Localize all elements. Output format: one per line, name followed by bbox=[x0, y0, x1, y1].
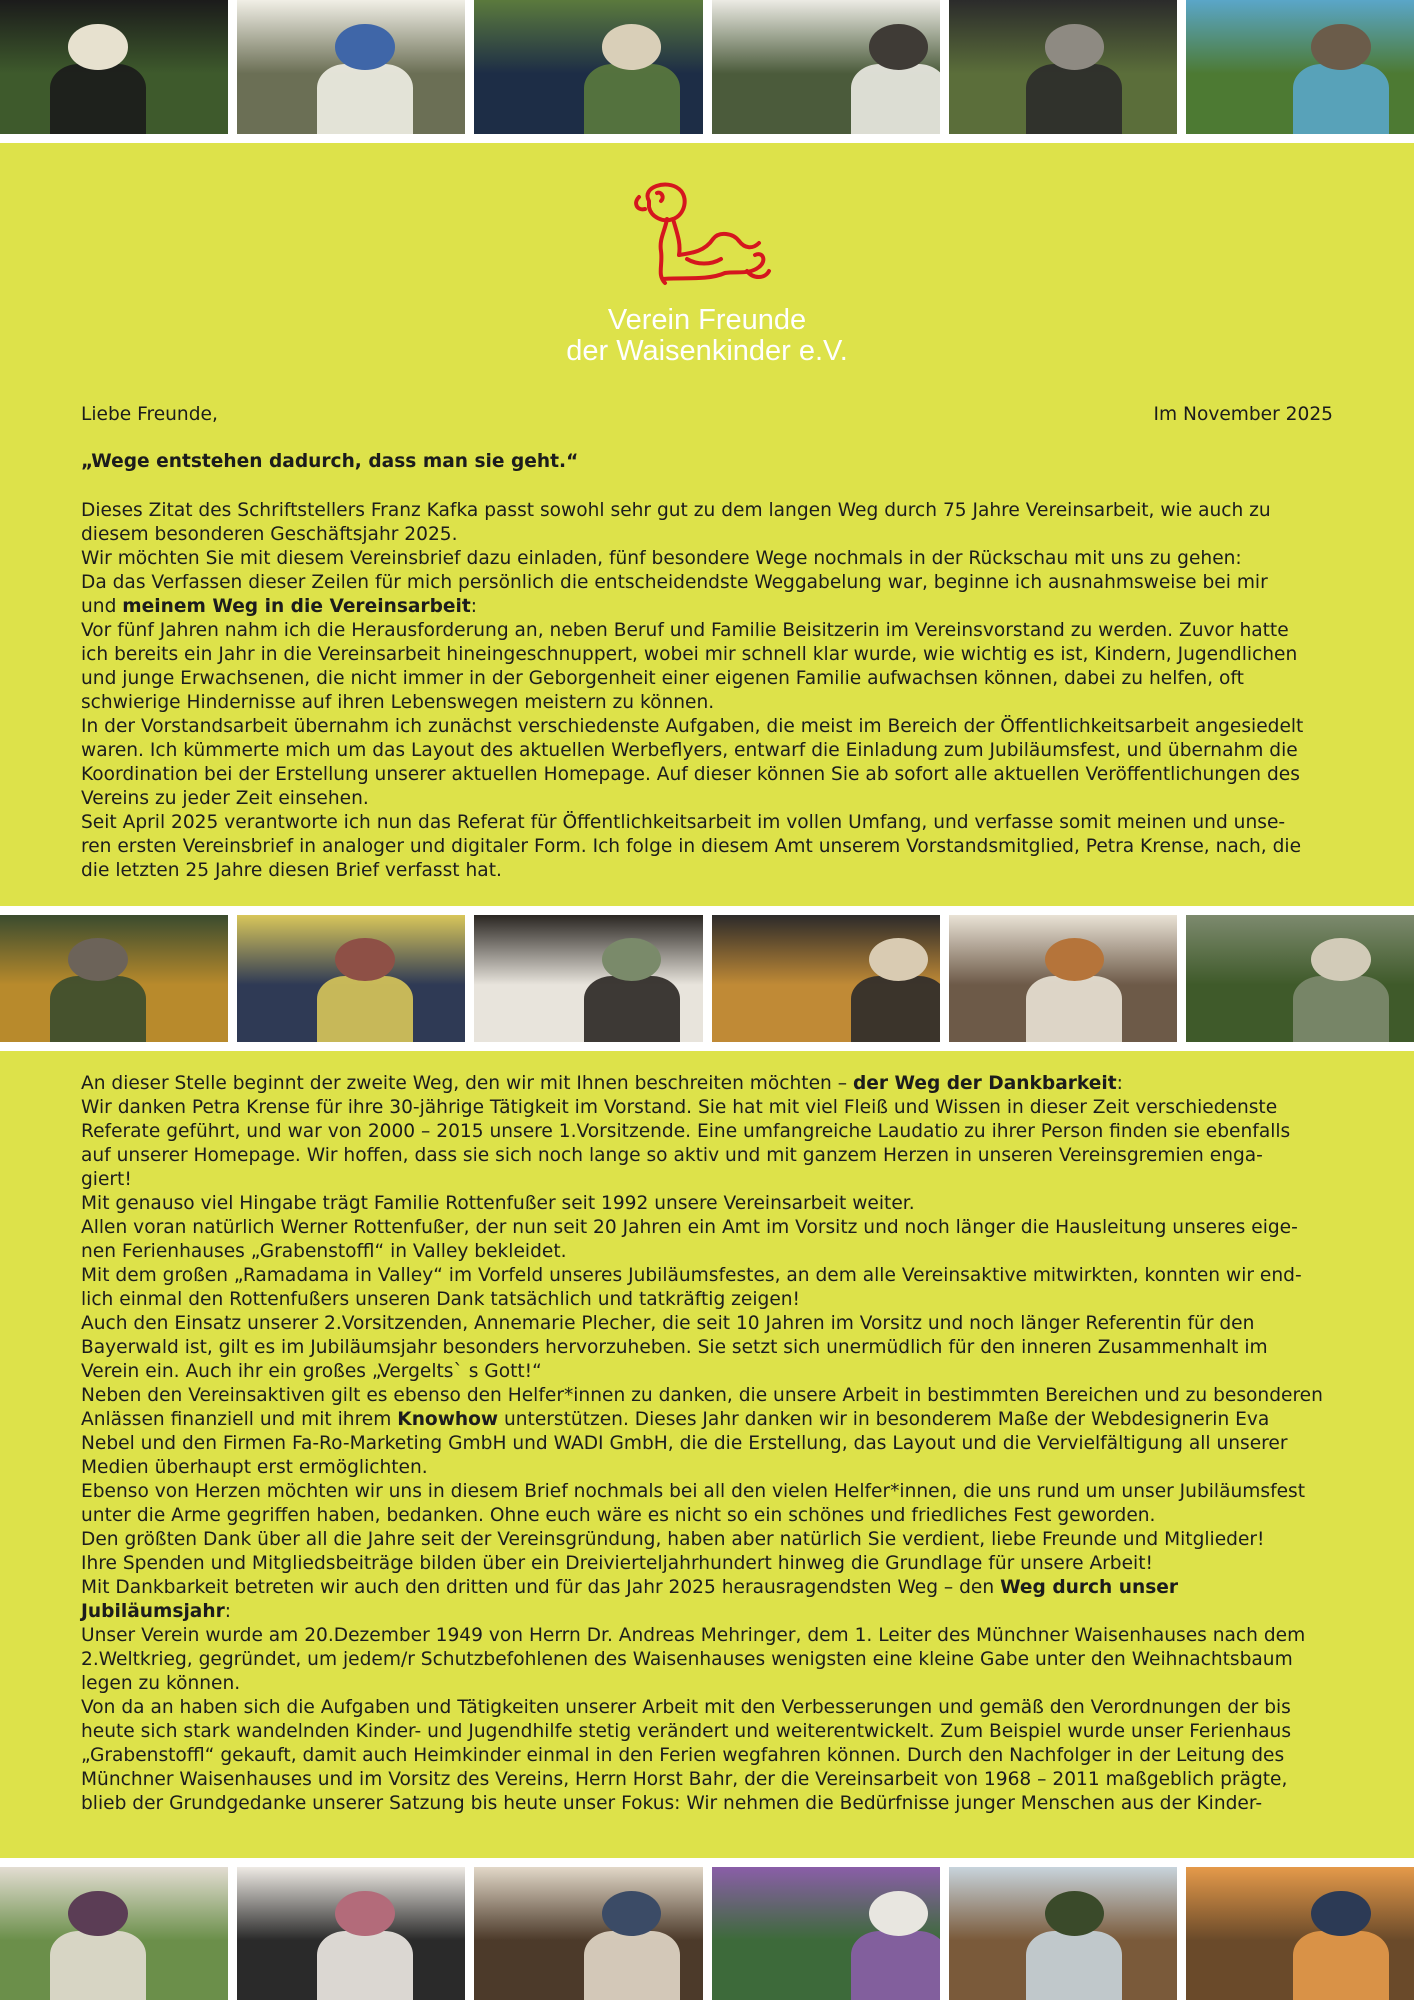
photo-child-cake-75 bbox=[712, 915, 940, 1042]
bold-knowhow: Knowhow bbox=[397, 1409, 499, 1430]
letter-body-part-1 bbox=[81, 499, 1333, 883]
paragraph-line: Bayerwald ist, gilt es im Jubiläumsjahr besonders hervorzuheben. Sie setzt sich unermüdlich für den inneren Zusammenhalt im bbox=[81, 1337, 1268, 1358]
paragraph-line: Anlässen finanziell und mit ihrem Knowhow unterstützen. Dieses Jahr danken wir in besonderem Maße der Webdesignerin Eva bbox=[81, 1409, 1270, 1430]
paragraph-line: Mit genauso viel Hingabe trägt Familie Rottenfußer seit 1992 unsere Vereinsarbeit weiter. bbox=[81, 1193, 915, 1214]
paragraph-line: und meinem Weg in die Vereinsarbeit: bbox=[81, 596, 478, 617]
photo-man-grill bbox=[949, 0, 1177, 134]
paragraph-line: Ebenso von Herzen möchten wir uns in diesem Brief nochmals bei all den vielen Helfer*innen, die uns rund um unser Jubiläumsfest bbox=[81, 1481, 1306, 1502]
paragraph-line: Mit Dankbarkeit betreten wir auch den dritten und für das Jahr 2025 herausragendsten Weg – den Weg durch unser Jubiläumsjahr: bbox=[81, 1577, 1179, 1622]
paragraph-line: nen Ferienhauses „Grabenstoffl“ in Valley bekleidet. bbox=[81, 1241, 567, 1262]
paragraph-line: Medien überhaupt erst ermöglichten. bbox=[81, 1457, 428, 1478]
child-sketch-logo-icon bbox=[627, 179, 777, 289]
photo-house-bunting bbox=[237, 0, 465, 134]
paragraph-line: Unser Verein wurde am 20.Dezember 1949 von Herrn Dr. Andreas Mehringer, dem 1. Leiter des Münchner Waisenhauses nach dem bbox=[81, 1625, 1306, 1646]
photo-woman-horses bbox=[474, 915, 702, 1042]
paragraph-line: Da das Verfassen dieser Zeilen für mich persönlich die entscheidendste Weggabelung war, beginne ich ausnahmsweise bei mir bbox=[81, 572, 1268, 593]
letter-panel-2 bbox=[0, 1051, 1414, 1858]
paragraph-line: Mit dem großen „Ramadama in Valley“ im Vorfeld unseres Jubiläumsfestes, an dem alle Vereinsaktive mitwirkten, konnten wir end- bbox=[81, 1265, 1302, 1286]
paragraph-line: Seit April 2025 verantworte ich nun das Referat für Öffentlichkeitsarbeit im vollen Umfang, und verfasse somit meinen und unse- bbox=[81, 812, 1286, 833]
club-name-line-2: der Waisenkinder e.V. bbox=[566, 335, 848, 367]
paragraph-line: Neben den Vereinsaktiven gilt es ebenso den Helfer*innen zu danken, die unsere Arbeit in bestimmten Bereichen und zu besonderen bbox=[81, 1385, 1323, 1406]
paragraph-line: und junge Erwachsenen, die nicht immer in der Geborgenheit einer eigenen Familie aufwachsen können, dabei zu helfen, oft bbox=[81, 668, 1244, 689]
paragraph-line: auf unserer Homepage. Wir hoffen, dass sie sich noch lange so aktiv und mit ganzem Herzen in unseren Vereinsgremien enga- bbox=[81, 1145, 1263, 1166]
paragraph-line: diesem besonderen Geschäftsjahr 2025. bbox=[81, 524, 458, 545]
section-3-lines bbox=[81, 1624, 1333, 1816]
photo-strip-bottom bbox=[0, 1867, 1414, 2000]
paragraph-line: In der Vorstandsarbeit übernahm ich zunächst verschiedenste Aufgaben, die meist im Bereich der Öffentlichkeitsarbeit angesiedelt bbox=[81, 716, 1304, 737]
photo-group-flowers bbox=[237, 915, 465, 1042]
paragraph-line: Wir möchten Sie mit diesem Vereinsbrief dazu einladen, fünf besondere Wege nochmals in der Rückschau mit uns zu gehen: bbox=[81, 548, 1242, 569]
paragraph-line: Vereins zu jeder Zeit einsehen. bbox=[81, 788, 369, 809]
paragraph-line: Von da an haben sich die Aufgaben und Tätigkeiten unserer Arbeit mit den Verbesserungen und gemäß den Verordnungen der bis bbox=[81, 1697, 1291, 1718]
photo-strip-top bbox=[0, 0, 1414, 134]
photo-woman-horse bbox=[237, 1867, 465, 2000]
paragraph-line: blieb der Grundgedanke unserer Satzung bis heute unser Fokus: Wir nehmen die Bedürfnisse junger Menschen aus der Kinder- bbox=[81, 1793, 1263, 1814]
letter-date: Im November 2025 bbox=[1153, 404, 1333, 425]
paragraph-line: die letzten 25 Jahre diesen Brief verfasst hat. bbox=[81, 860, 502, 881]
paragraph-line: Wir danken Petra Krense für ihre 30-jährige Tätigkeit im Vorstand. Sie hat mit viel Fleiß und Wissen in dieser Zeit verschiedenste bbox=[81, 1097, 1278, 1118]
paragraph-line: heute sich stark wandelnden Kinder- und Jugendhilfe stetig verändert und weiterentwickelt. Zum Beispiel wurde unser Ferienhaus bbox=[81, 1721, 1292, 1742]
paragraph-line: ren ersten Vereinsbrief in analoger und digitaler Form. Ich folge in diesem Amt unserem Vorstandsmitglied, Petra Krense, nach, die bbox=[81, 836, 1302, 857]
photo-men-table bbox=[0, 915, 228, 1042]
photo-tents-path bbox=[712, 0, 940, 134]
letter-header-row bbox=[81, 403, 1333, 427]
bold-heading-own-path: meinem Weg in die Vereinsarbeit bbox=[122, 596, 471, 617]
paragraph-line: Vor fünf Jahren nahm ich die Herausforderung an, neben Beruf und Familie Beisitzerin im Vereinsvorstand zu werden. Zuvor hatte bbox=[81, 620, 1289, 641]
club-logo bbox=[0, 179, 1414, 367]
paragraph-line: schwierige Hindernisse auf ihren Lebenswegen meistern zu können. bbox=[81, 692, 715, 713]
club-name-line-1: Verein Freunde bbox=[607, 304, 807, 336]
paragraph-line: Dieses Zitat des Schriftstellers Franz Kafka passt sowohl sehr gut zu dem langen Weg durch 75 Jahre Vereinsarbeit, wie auch zu bbox=[81, 500, 1271, 521]
photo-kids-picnic bbox=[712, 1867, 940, 2000]
photo-chalet-house bbox=[949, 1867, 1177, 2000]
paragraph-line: 2.Weltkrieg, gegründet, um jedem/r Schutzbefohlenen des Waisenhauses wenigsten eine kleine Gabe unter den Weihnachtsbaum bbox=[81, 1649, 1293, 1670]
section-1-lines bbox=[81, 499, 1333, 595]
photo-woman-garden bbox=[0, 0, 228, 134]
photo-kids-dinner-table bbox=[949, 915, 1177, 1042]
paragraph-line: waren. Ich kümmerte mich um das Layout des aktuellen Werbeflyers, entwarf die Einladung zum Jubiläumsfest, und übernahm die bbox=[81, 740, 1298, 761]
photo-women-tent bbox=[0, 1867, 228, 2000]
paragraph-line: Allen voran natürlich Werner Rottenfußer, der nun seit 20 Jahren ein Amt im Vorsitz und noch länger die Hausleitung unseres eige- bbox=[81, 1217, 1298, 1238]
paragraph-line: Verein ein. Auch ihr ein großes „Vergelts` s Gott!“ bbox=[81, 1361, 542, 1382]
paragraph-line: Nebel und den Firmen Fa-Ro-Marketing GmbH und WADI GmbH, die die Erstellung, das Layout und die Vervielfältigung all unserer bbox=[81, 1433, 1288, 1454]
bold-heading-gratitude: der Weg der Dankbarkeit bbox=[852, 1073, 1117, 1094]
photo-man-glasses bbox=[474, 1867, 702, 2000]
photo-trampoline bbox=[1186, 0, 1414, 134]
salutation: Liebe Freunde, bbox=[81, 404, 218, 425]
section-2-lines bbox=[81, 1096, 1333, 1384]
letter-body-part-2 bbox=[81, 1072, 1333, 1816]
photo-strip-middle bbox=[0, 915, 1414, 1042]
paragraph-line: „Grabenstoffl“ gekauft, damit auch Heimkinder einmal in den Ferien wegfahren können. Durch den Nachfolger in der Leitung des bbox=[81, 1745, 1285, 1766]
photo-smiling-boy bbox=[1186, 1867, 1414, 2000]
paragraph-line: Referate geführt, und war von 2000 – 2015 unsere 1.Vorsitzende. Eine umfangreiche Laudatio zu ihrer Person finden sie ebenfalls bbox=[81, 1121, 1291, 1142]
paragraph-line: Koordination bei der Erstellung unserer aktuellen Homepage. Auf dieser können Sie ab sofort alle aktuellen Veröffentlichungen des bbox=[81, 764, 1300, 785]
paragraph-line: Ihre Spenden und Mitgliedsbeiträge bilden über ein Dreivierteljahrhundert hinweg die Grundlage für unsere Arbeit! bbox=[81, 1553, 1153, 1574]
paragraph-line: An dieser Stelle beginnt der zweite Weg, den wir mit Ihnen beschreiten möchten – der Weg der Dankbarkeit: bbox=[81, 1073, 1123, 1094]
section-1b-lines bbox=[81, 619, 1333, 883]
paragraph-line: ich bereits ein Jahr in die Vereinsarbeit hineingeschnuppert, wobei mir schnell klar wurde, wie wichtig es ist, Kindern, Jugendlichen bbox=[81, 644, 1298, 665]
photo-woman-vest bbox=[474, 0, 702, 134]
paragraph-line: unter die Arme gegriffen haben, bedanken. Ohne euch wäre es nicht so ein schönes und friedliches Fest geworden. bbox=[81, 1505, 1156, 1526]
paragraph-line: giert! bbox=[81, 1169, 132, 1190]
kafka-quote: „Wege entstehen dadurch, dass man sie geht.“ bbox=[81, 451, 579, 472]
paragraph-line: legen zu können. bbox=[81, 1673, 241, 1694]
paragraph-line: Münchner Waisenhauses und im Vorsitz des Vereins, Herrn Horst Bahr, der die Vereinsarbeit von 1968 – 2011 maßgeblich prägte, bbox=[81, 1769, 1288, 1790]
photo-women-forest-path bbox=[1186, 915, 1414, 1042]
section-2b-lines bbox=[81, 1432, 1333, 1576]
paragraph-line: Den größten Dank über all die Jahre seit der Vereinsgründung, haben aber natürlich Sie verdient, liebe Freunde und Mitglieder! bbox=[81, 1529, 1265, 1550]
bold-heading-anniversary: Weg durch unser Jubiläumsjahr bbox=[81, 1577, 1179, 1622]
paragraph-line: Auch den Einsatz unserer 2.Vorsitzenden, Annemarie Plecher, die seit 10 Jahren im Vorsitz und noch länger Referentin für den bbox=[81, 1313, 1255, 1334]
club-name bbox=[566, 305, 848, 367]
letter-panel-1 bbox=[0, 143, 1414, 906]
paragraph-line: lich einmal den Rottenfußers unseren Dank tatsächlich und tatkräftig zeigen! bbox=[81, 1289, 801, 1310]
